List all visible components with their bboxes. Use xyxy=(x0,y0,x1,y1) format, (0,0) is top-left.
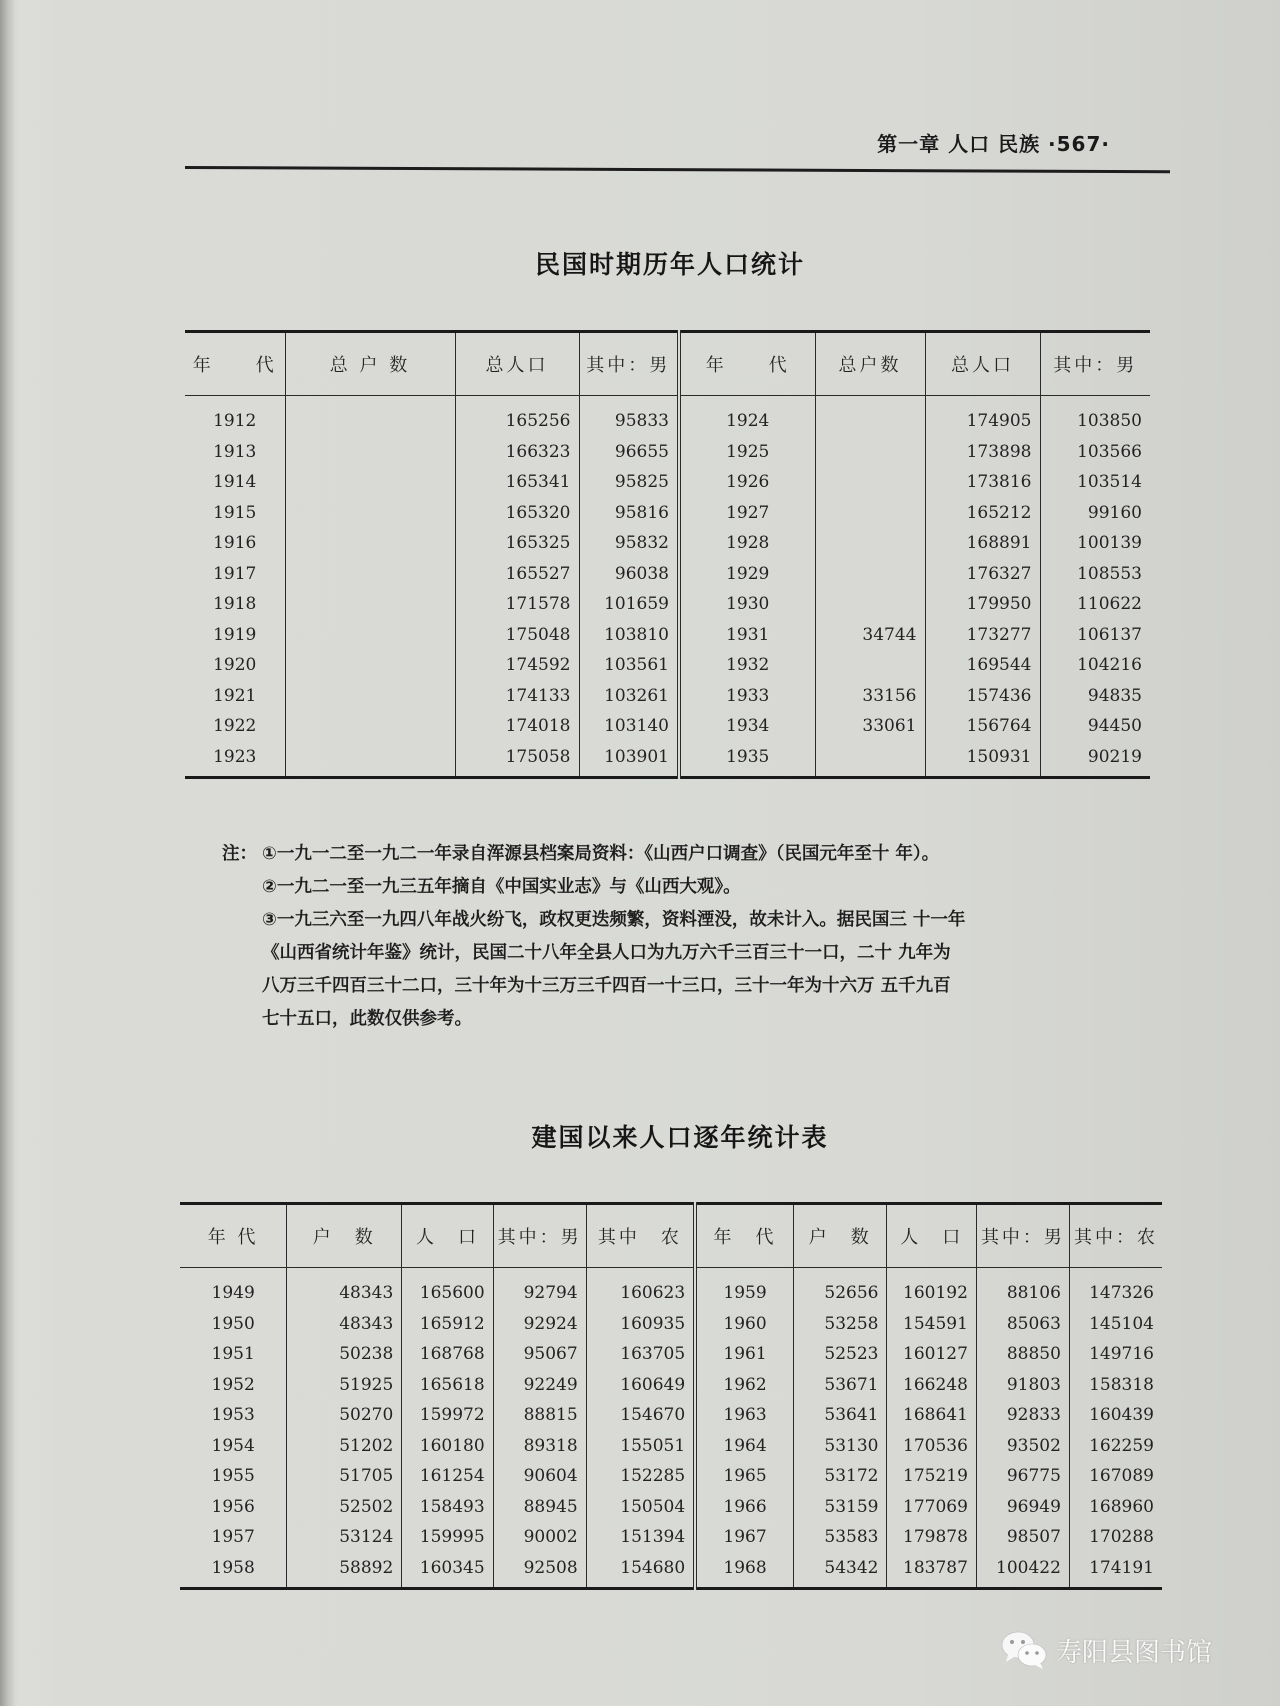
table-cell: 150931 xyxy=(925,742,1040,778)
table-cell xyxy=(285,498,455,529)
table-cell: 165600 xyxy=(402,1268,493,1309)
table-cell: 103901 xyxy=(579,742,679,778)
table-cell: 90002 xyxy=(493,1522,586,1553)
table-cell: 1956 xyxy=(211,1496,255,1517)
col-households: 总 户 数 xyxy=(285,332,455,396)
table-cell: 160935 xyxy=(586,1309,695,1340)
table-cell: 179950 xyxy=(925,589,1040,620)
table-cell: 1968 xyxy=(695,1553,793,1589)
table-cell: 160180 xyxy=(402,1431,493,1462)
table-cell: 92833 xyxy=(976,1400,1069,1431)
table-cell: 90604 xyxy=(493,1461,586,1492)
table-row xyxy=(180,1553,1162,1589)
table-cell: 1960 xyxy=(695,1309,793,1340)
table-cell: 156764 xyxy=(925,711,1040,742)
table-row xyxy=(180,1492,1162,1523)
table-cell: 168960 xyxy=(1069,1492,1162,1523)
table-row xyxy=(180,1339,1162,1370)
table-cell: 165256 xyxy=(455,396,579,437)
table-cell: 174592 xyxy=(455,650,579,681)
note-line: 《山西省统计年鉴》统计，民国二十八年全县人口为九万六千三百三十一口，二十 九年为 xyxy=(262,943,951,963)
table-cell: 1966 xyxy=(695,1492,793,1523)
table-cell: 103514 xyxy=(1040,467,1150,498)
republic-era-population-table xyxy=(185,330,1150,779)
table-cell: 1933 xyxy=(679,681,815,712)
table-cell: 110622 xyxy=(1040,589,1150,620)
table-cell: 58892 xyxy=(287,1553,402,1589)
running-head xyxy=(185,128,1170,168)
table1-title: 民国时期历年人口统计 xyxy=(534,250,805,279)
table-cell: 1924 xyxy=(679,396,815,437)
col-male-2: 其中：男 xyxy=(1040,332,1150,396)
table-cell xyxy=(285,437,455,468)
table2-title: 建国以来人口逐年统计表 xyxy=(531,1123,829,1152)
table-cell: 1957 xyxy=(211,1527,255,1548)
table-cell: 1964 xyxy=(695,1431,793,1462)
table-cell xyxy=(815,742,925,778)
col-population: 人 口 xyxy=(402,1204,493,1268)
table-cell: 1912 xyxy=(213,411,257,432)
table-cell: 159972 xyxy=(402,1400,493,1431)
table-row xyxy=(185,681,1150,712)
table-cell xyxy=(285,528,455,559)
col-agricultural-2: 其中：农 xyxy=(1069,1204,1162,1268)
table-cell xyxy=(815,437,925,468)
table-row xyxy=(185,437,1150,468)
table-row xyxy=(185,589,1150,620)
table-cell: 95067 xyxy=(493,1339,586,1370)
table-cell: 51925 xyxy=(287,1370,402,1401)
table-cell: 1954 xyxy=(211,1435,255,1456)
chapter-page-header: 第一章 人口 民族 ·567· xyxy=(877,132,1110,156)
table-cell: 103140 xyxy=(579,711,679,742)
table-cell: 95832 xyxy=(579,528,679,559)
table-cell: 154591 xyxy=(887,1309,976,1340)
table-cell: 163705 xyxy=(586,1339,695,1370)
table-cell: 1915 xyxy=(213,502,257,523)
table-cell: 167089 xyxy=(1069,1461,1162,1492)
table-cell: 53583 xyxy=(793,1522,887,1553)
table-cell: 48343 xyxy=(287,1309,402,1340)
table-cell: 51202 xyxy=(287,1431,402,1462)
table-cell: 151394 xyxy=(586,1522,695,1553)
table-cell: 94835 xyxy=(1040,681,1150,712)
table-cell xyxy=(815,396,925,437)
table-cell: 96949 xyxy=(976,1492,1069,1523)
table-cell xyxy=(285,396,455,437)
table-cell: 103561 xyxy=(579,650,679,681)
table-cell: 50270 xyxy=(287,1400,402,1431)
col-year-2: 年 代 xyxy=(695,1204,793,1268)
table-cell: 85063 xyxy=(976,1309,1069,1340)
table-cell: 53641 xyxy=(793,1400,887,1431)
table-cell xyxy=(285,620,455,651)
table-cell: 52523 xyxy=(793,1339,887,1370)
table-cell xyxy=(815,467,925,498)
table-cell: 173816 xyxy=(925,467,1040,498)
col-population: 总人口 xyxy=(455,332,579,396)
table-cell: 171578 xyxy=(455,589,579,620)
table-cell: 89318 xyxy=(493,1431,586,1462)
table-header-row xyxy=(180,1204,1162,1268)
table-cell: 166248 xyxy=(887,1370,976,1401)
table-cell: 160127 xyxy=(887,1339,976,1370)
book-spine-shadow xyxy=(0,0,14,1706)
col-male: 其中：男 xyxy=(493,1204,586,1268)
table-cell: 174191 xyxy=(1069,1553,1162,1589)
table-cell: 173898 xyxy=(925,437,1040,468)
col-households-2: 户 数 xyxy=(793,1204,887,1268)
table-cell: 33156 xyxy=(815,681,925,712)
table-cell: 98507 xyxy=(976,1522,1069,1553)
col-year-2: 年 代 xyxy=(679,332,815,396)
table-cell: 175058 xyxy=(455,742,579,778)
table-cell: 165341 xyxy=(455,467,579,498)
table-cell: 1921 xyxy=(213,685,257,706)
table-cell: 169544 xyxy=(925,650,1040,681)
table-row xyxy=(185,711,1150,742)
table-cell: 53258 xyxy=(793,1309,887,1340)
table-cell: 92508 xyxy=(493,1553,586,1589)
table-row xyxy=(185,396,1150,437)
table-cell: 1961 xyxy=(695,1339,793,1370)
table-cell: 96655 xyxy=(579,437,679,468)
table-cell: 1914 xyxy=(213,472,257,493)
table-row xyxy=(185,528,1150,559)
table-cell: 168641 xyxy=(887,1400,976,1431)
table-cell: 1963 xyxy=(695,1400,793,1431)
table-cell: 168891 xyxy=(925,528,1040,559)
table-cell: 92924 xyxy=(493,1309,586,1340)
table-cell: 1923 xyxy=(185,742,285,778)
table-cell xyxy=(815,559,925,590)
table-cell: 88815 xyxy=(493,1400,586,1431)
col-male: 其中：男 xyxy=(579,332,679,396)
col-male-2: 其中：男 xyxy=(976,1204,1069,1268)
table-cell xyxy=(285,742,455,778)
table-cell: 103566 xyxy=(1040,437,1150,468)
table-cell: 95816 xyxy=(579,498,679,529)
table-row xyxy=(180,1522,1162,1553)
table-cell: 96038 xyxy=(579,559,679,590)
table-cell: 165320 xyxy=(455,498,579,529)
table-cell: 174133 xyxy=(455,681,579,712)
table-cell: 155051 xyxy=(586,1431,695,1462)
table-cell: 173277 xyxy=(925,620,1040,651)
note-line: 注： ①一九一二至一九二一年录自浑源县档案局资料：《山西户口调查》（民国元年至十 年）。 xyxy=(222,838,1172,871)
table-cell: 1932 xyxy=(679,650,815,681)
table-cell: 1913 xyxy=(213,441,257,462)
table-cell: 1929 xyxy=(679,559,815,590)
table-cell: 1918 xyxy=(213,594,257,615)
table-cell: 90219 xyxy=(1040,742,1150,778)
table-cell xyxy=(285,711,455,742)
table-cell: 1962 xyxy=(695,1370,793,1401)
table-cell: 1926 xyxy=(679,467,815,498)
table-cell: 52656 xyxy=(793,1268,887,1309)
table-row xyxy=(180,1431,1162,1462)
table1-body xyxy=(185,396,1150,778)
table-cell: 1949 xyxy=(211,1283,255,1304)
table-cell: 166323 xyxy=(455,437,579,468)
table-cell: 1959 xyxy=(695,1268,793,1309)
table-cell: 145104 xyxy=(1069,1309,1162,1340)
table-cell: 162259 xyxy=(1069,1431,1162,1462)
table-cell: 149716 xyxy=(1069,1339,1162,1370)
table-cell: 108553 xyxy=(1040,559,1150,590)
table-cell: 160345 xyxy=(402,1553,493,1589)
col-households: 户 数 xyxy=(287,1204,402,1268)
table-cell: 52502 xyxy=(287,1492,402,1523)
note-line: 七十五口，此数仅供参考。 xyxy=(262,1009,472,1029)
table-cell: 103850 xyxy=(1040,396,1150,437)
table-cell: 175219 xyxy=(887,1461,976,1492)
table-cell: 160649 xyxy=(586,1370,695,1401)
table-cell: 53130 xyxy=(793,1431,887,1462)
table-cell: 1934 xyxy=(679,711,815,742)
table-cell: 1958 xyxy=(180,1553,287,1589)
table-cell: 152285 xyxy=(586,1461,695,1492)
table-cell: 91803 xyxy=(976,1370,1069,1401)
table-cell: 92794 xyxy=(493,1268,586,1309)
table-cell: 50238 xyxy=(287,1339,402,1370)
table-cell: 1919 xyxy=(213,624,257,645)
table-cell: 1927 xyxy=(679,498,815,529)
post-1949-population-table xyxy=(180,1202,1162,1590)
table-cell: 165527 xyxy=(455,559,579,590)
header-rule xyxy=(185,166,1170,173)
table-cell: 53124 xyxy=(287,1522,402,1553)
table-row xyxy=(180,1370,1162,1401)
wechat-icon xyxy=(1000,1629,1048,1671)
table-cell: 150504 xyxy=(586,1492,695,1523)
table-cell: 1925 xyxy=(679,437,815,468)
table-row xyxy=(185,498,1150,529)
table-cell xyxy=(285,559,455,590)
table-cell: 1928 xyxy=(679,528,815,559)
table-cell: 179878 xyxy=(887,1522,976,1553)
table2-body xyxy=(180,1268,1162,1589)
table-cell xyxy=(285,650,455,681)
wechat-watermark xyxy=(1000,1625,1212,1675)
table-cell: 103261 xyxy=(579,681,679,712)
note-line: ②一九二一至一九三五年摘自《中国实业志》与《山西大观》。 xyxy=(262,877,741,897)
table-cell: 88106 xyxy=(976,1268,1069,1309)
col-population-2: 人 口 xyxy=(887,1204,976,1268)
table-cell: 147326 xyxy=(1069,1268,1162,1309)
table-cell: 168768 xyxy=(402,1339,493,1370)
note-label: 注： xyxy=(222,844,257,864)
table-cell xyxy=(815,498,925,529)
table-cell: 160623 xyxy=(586,1268,695,1309)
table-row xyxy=(185,559,1150,590)
table-cell: 1967 xyxy=(695,1522,793,1553)
table-cell: 174018 xyxy=(455,711,579,742)
col-population-2: 总人口 xyxy=(925,332,1040,396)
table-cell: 101659 xyxy=(579,589,679,620)
table-cell xyxy=(815,589,925,620)
table-cell: 165618 xyxy=(402,1370,493,1401)
table-cell: 1952 xyxy=(211,1374,255,1395)
table-row xyxy=(180,1400,1162,1431)
table-row xyxy=(185,650,1150,681)
table-row xyxy=(180,1268,1162,1309)
table-cell: 53172 xyxy=(793,1461,887,1492)
table-cell: 93502 xyxy=(976,1431,1069,1462)
table-cell: 160192 xyxy=(887,1268,976,1309)
col-households-2: 总户数 xyxy=(815,332,925,396)
table-cell: 88945 xyxy=(493,1492,586,1523)
table-row xyxy=(180,1309,1162,1340)
table-cell: 1922 xyxy=(213,716,257,737)
table-row xyxy=(185,620,1150,651)
table-cell: 1930 xyxy=(679,589,815,620)
table-cell: 175048 xyxy=(455,620,579,651)
table-cell: 1920 xyxy=(213,655,257,676)
table-cell: 96775 xyxy=(976,1461,1069,1492)
table-cell: 158318 xyxy=(1069,1370,1162,1401)
table-cell: 1955 xyxy=(211,1466,255,1487)
table-cell xyxy=(285,681,455,712)
table-cell: 177069 xyxy=(887,1492,976,1523)
table-cell: 161254 xyxy=(402,1461,493,1492)
col-agricultural: 其中 农 xyxy=(586,1204,695,1268)
table-cell: 94450 xyxy=(1040,711,1150,742)
table-cell: 159995 xyxy=(402,1522,493,1553)
table-cell: 1931 xyxy=(679,620,815,651)
table-cell: 51705 xyxy=(287,1461,402,1492)
table-cell: 154680 xyxy=(586,1553,695,1589)
table-cell: 88850 xyxy=(976,1339,1069,1370)
table-cell xyxy=(285,589,455,620)
table-cell: 183787 xyxy=(887,1553,976,1589)
table-cell: 170288 xyxy=(1069,1522,1162,1553)
table-cell: 99160 xyxy=(1040,498,1150,529)
table-cell: 100422 xyxy=(976,1553,1069,1589)
table-cell: 33061 xyxy=(815,711,925,742)
table-cell xyxy=(285,467,455,498)
table-cell: 170536 xyxy=(887,1431,976,1462)
table-cell: 48343 xyxy=(287,1268,402,1309)
table-cell: 53159 xyxy=(793,1492,887,1523)
table-cell: 1951 xyxy=(211,1344,255,1365)
table-cell: 1950 xyxy=(211,1313,255,1334)
table-cell xyxy=(815,650,925,681)
table-cell: 103810 xyxy=(579,620,679,651)
table-cell: 1965 xyxy=(695,1461,793,1492)
table-cell: 104216 xyxy=(1040,650,1150,681)
table-cell: 34744 xyxy=(815,620,925,651)
table-cell: 157436 xyxy=(925,681,1040,712)
table-row xyxy=(185,467,1150,498)
table-cell: 165325 xyxy=(455,528,579,559)
table-cell: 54342 xyxy=(793,1553,887,1589)
table-cell: 95825 xyxy=(579,467,679,498)
table-cell: 106137 xyxy=(1040,620,1150,651)
table-cell: 1916 xyxy=(213,533,257,554)
table-cell xyxy=(815,528,925,559)
table-row xyxy=(185,742,1150,778)
table-cell: 158493 xyxy=(402,1492,493,1523)
table-row xyxy=(180,1461,1162,1492)
col-year: 年 代 xyxy=(180,1204,287,1268)
table-cell: 1953 xyxy=(211,1405,255,1426)
table-cell: 154670 xyxy=(586,1400,695,1431)
table-cell: 53671 xyxy=(793,1370,887,1401)
table-cell: 1917 xyxy=(213,563,257,584)
table-cell: 1935 xyxy=(679,742,815,778)
table-cell: 174905 xyxy=(925,396,1040,437)
table-cell: 100139 xyxy=(1040,528,1150,559)
note-line: ③一九三六至一九四八年战火纷飞，政权更迭频繁，资料湮没，故未计入。据民国三 十一年 xyxy=(262,910,966,930)
table-cell: 95833 xyxy=(579,396,679,437)
note-line: 八万三千四百三十二口，三十年为十三万三千四百一十三口，三十一年为十六万 五千九百 xyxy=(262,976,951,996)
table-cell: 160439 xyxy=(1069,1400,1162,1431)
watermark-text: 寿阳县图书馆 xyxy=(1056,1637,1213,1668)
table-cell: 165212 xyxy=(925,498,1040,529)
col-year: 年 代 xyxy=(185,332,285,396)
table-cell: 165912 xyxy=(402,1309,493,1340)
table-header-row xyxy=(185,332,1150,396)
table-cell: 92249 xyxy=(493,1370,586,1401)
footnotes xyxy=(222,838,1172,1036)
table-cell: 176327 xyxy=(925,559,1040,590)
